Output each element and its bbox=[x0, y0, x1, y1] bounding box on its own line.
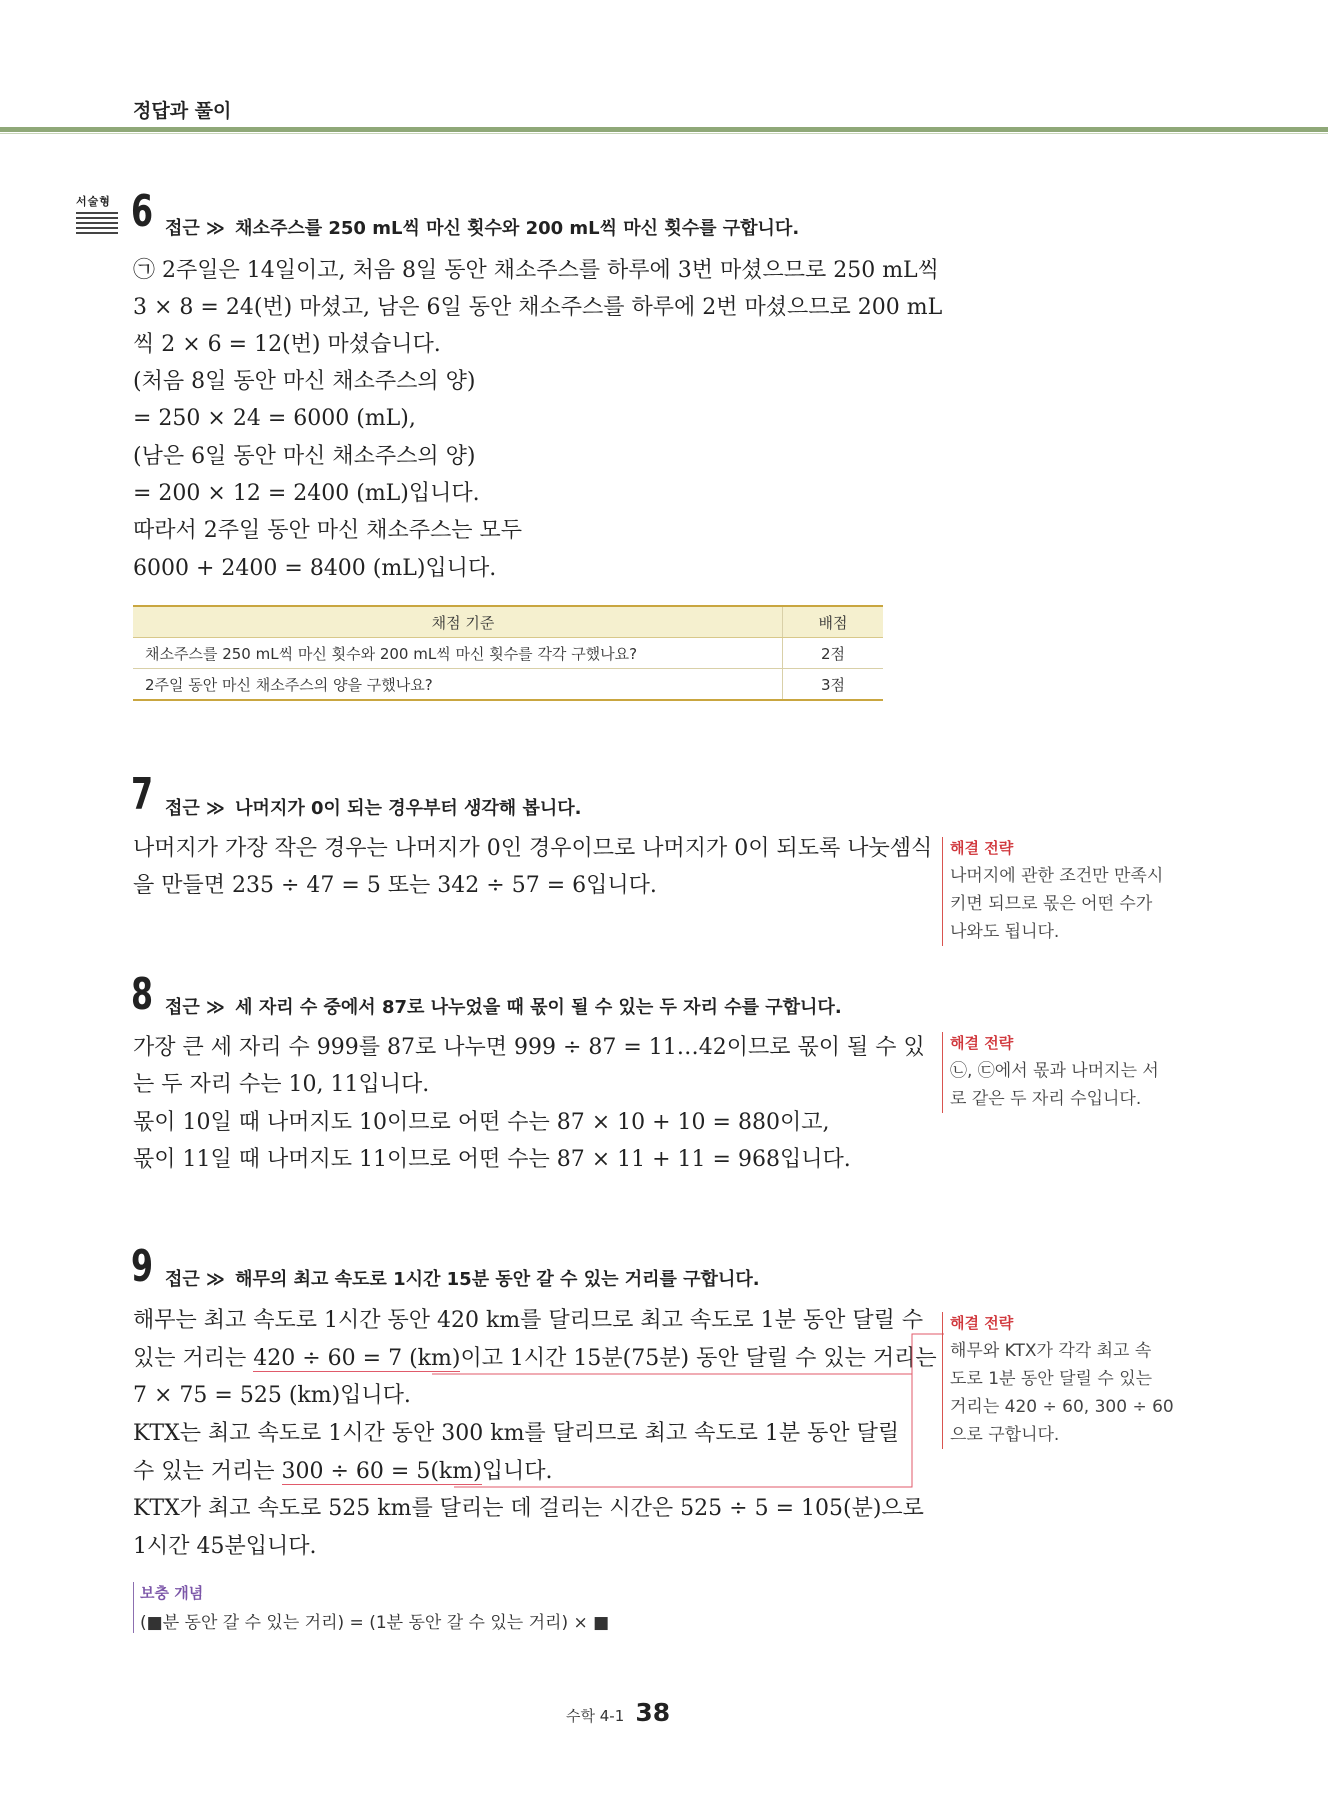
concept-text: (■분 동안 갈 수 있는 거리) = (1분 동안 갈 수 있는 거리) × ■ bbox=[140, 1613, 610, 1633]
highlighted-expression: 300 ÷ 60 = 5(km) bbox=[281, 1459, 482, 1484]
solution-line: 1시간 45분입니다. bbox=[133, 1534, 317, 1559]
solution-line: 가장 큰 세 자리 수 999를 87로 나누면 999 ÷ 87 = 11…42이므로 몫이 될 수 있 bbox=[133, 1035, 925, 1060]
question-number: 7 bbox=[131, 769, 154, 820]
table-cell: 채소주스를 250 mL씩 마신 횟수와 200 mL씩 마신 횟수를 각각 구했나요? bbox=[133, 638, 783, 669]
book-subject: 수학 4-1 bbox=[566, 1707, 625, 1725]
strategy-line: 나머지에 관한 조건만 만족시 bbox=[950, 866, 1164, 886]
solution-line: 몫이 10일 때 나머지도 10이므로 어떤 수는 87 × 10 + 10 = 880이고, bbox=[133, 1110, 830, 1135]
strategy-line: 해무와 KTX가 각각 최고 속 bbox=[950, 1341, 1152, 1361]
connector-line bbox=[454, 1374, 912, 1487]
table-header: 채점 기준 bbox=[133, 606, 783, 638]
solution-line: KTX가 최고 속도로 525 km를 달리는 데 걸리는 시간은 525 ÷ 5 = 105(분)으로 bbox=[133, 1496, 924, 1521]
strategy-note bbox=[942, 1312, 1200, 1449]
highlighted-expression: 420 ÷ 60 = 7 (km) bbox=[253, 1346, 461, 1371]
solution-line: KTX는 최고 속도로 1시간 동안 300 km를 달리므로 최고 속도로 1분 동안 달릴 bbox=[133, 1421, 900, 1446]
page-number: 38 bbox=[635, 1698, 671, 1727]
essay-badge-label: 서술형 bbox=[76, 195, 111, 208]
supplementary-concept bbox=[133, 1582, 609, 1633]
table-cell: 2점 bbox=[783, 638, 884, 669]
approach-body: 채소주스를 250 mL씩 마신 횟수와 200 mL씩 마신 횟수를 구합니다. bbox=[235, 218, 800, 239]
strategy-line: ㉡, ㉢에서 몫과 나머지는 서 bbox=[950, 1061, 1159, 1081]
section-title: 정답과 풀이 bbox=[133, 100, 232, 122]
solution-line: 는 두 자리 수는 10, 11입니다. bbox=[133, 1072, 430, 1097]
solution-line: 3 × 8 = 24(번) 마셨고, 남은 6일 동안 채소주스를 하루에 2번 마셨으므로 200 mL bbox=[133, 295, 943, 320]
approach-label: 접근 ≫ bbox=[165, 798, 225, 819]
solution-line: 씩 2 × 6 = 12(번) 마셨습니다. bbox=[133, 332, 441, 357]
solution-line: 나머지가 가장 작은 경우는 나머지가 0인 경우이므로 나머지가 0이 되도록 나눗셈식 bbox=[133, 836, 933, 861]
approach-body: 나머지가 0이 되는 경우부터 생각해 봅니다. bbox=[235, 798, 582, 819]
solution-line: 7 × 75 = 525 (km)입니다. bbox=[133, 1383, 411, 1408]
strategy-title: 해결 전략 bbox=[950, 839, 1014, 857]
solution-line: (처음 8일 동안 마신 채소주스의 양) bbox=[133, 369, 476, 394]
solution-line: 있는 거리는 420 ÷ 60 = 7 (km)이고 1시간 15분(75분) 동안 달릴 수 있는 거리는 bbox=[133, 1346, 937, 1371]
page-footer bbox=[566, 1698, 670, 1727]
question-number: 9 bbox=[131, 1241, 154, 1292]
solution-line: = 200 × 12 = 2400 (mL)입니다. bbox=[133, 481, 480, 506]
strategy-title: 해결 전략 bbox=[950, 1314, 1014, 1332]
strategy-title: 해결 전략 bbox=[950, 1034, 1014, 1052]
connector-line bbox=[432, 1334, 944, 1374]
strategy-line: 으로 구합니다. bbox=[950, 1425, 1060, 1445]
solution-line: 수 있는 거리는 300 ÷ 60 = 5(km)입니다. bbox=[133, 1459, 553, 1484]
solution-line: 따라서 2주일 동안 마신 채소주스는 모두 bbox=[133, 518, 522, 543]
solution-line: 해무는 최고 속도로 1시간 동안 420 km를 달리므로 최고 속도로 1분 동안 달릴 수 bbox=[133, 1308, 924, 1333]
table-cell: 2주일 동안 마신 채소주스의 양을 구했나요? bbox=[133, 669, 783, 701]
strategy-line: 도로 1분 동안 달릴 수 있는 bbox=[950, 1369, 1153, 1389]
approach-body: 세 자리 수 중에서 87로 나누었을 때 몫이 될 수 있는 두 자리 수를 구합니다. bbox=[235, 997, 842, 1018]
approach-label: 접근 ≫ bbox=[165, 1269, 225, 1290]
solution-line: 을 만들면 235 ÷ 47 = 5 또는 342 ÷ 57 = 6입니다. bbox=[133, 873, 657, 898]
solution-line: (남은 6일 동안 마신 채소주스의 양) bbox=[133, 444, 476, 469]
strategy-line: 나와도 됩니다. bbox=[950, 922, 1060, 942]
solution-line: 6000 + 2400 = 8400 (mL)입니다. bbox=[133, 556, 497, 581]
solution-line: ㉠ 2주일은 14일이고, 처음 8일 동안 채소주스를 하루에 3번 마셨으므로 250 mL씩 bbox=[133, 258, 939, 283]
approach-body: 해무의 최고 속도로 1시간 15분 동안 갈 수 있는 거리를 구합니다. bbox=[235, 1269, 760, 1290]
solution-line: 몫이 11일 때 나머지도 11이므로 어떤 수는 87 × 11 + 11 = 968입니다. bbox=[133, 1147, 851, 1172]
question-number: 8 bbox=[131, 969, 154, 1020]
approach-label: 접근 ≫ bbox=[165, 997, 225, 1018]
question-number: 6 bbox=[131, 186, 154, 237]
strategy-line: 키면 되므로 몫은 어떤 수가 bbox=[950, 894, 1153, 914]
approach-label: 접근 ≫ bbox=[165, 218, 225, 239]
table-header: 배점 bbox=[783, 606, 884, 638]
strategy-line: 거리는 420 ÷ 60, 300 ÷ 60 bbox=[950, 1397, 1174, 1417]
strategy-line: 로 같은 두 자리 수입니다. bbox=[950, 1089, 1142, 1109]
table-cell: 3점 bbox=[783, 669, 884, 701]
concept-title: 보충 개념 bbox=[140, 1584, 204, 1602]
solution-line: = 250 × 24 = 6000 (mL), bbox=[133, 406, 416, 431]
